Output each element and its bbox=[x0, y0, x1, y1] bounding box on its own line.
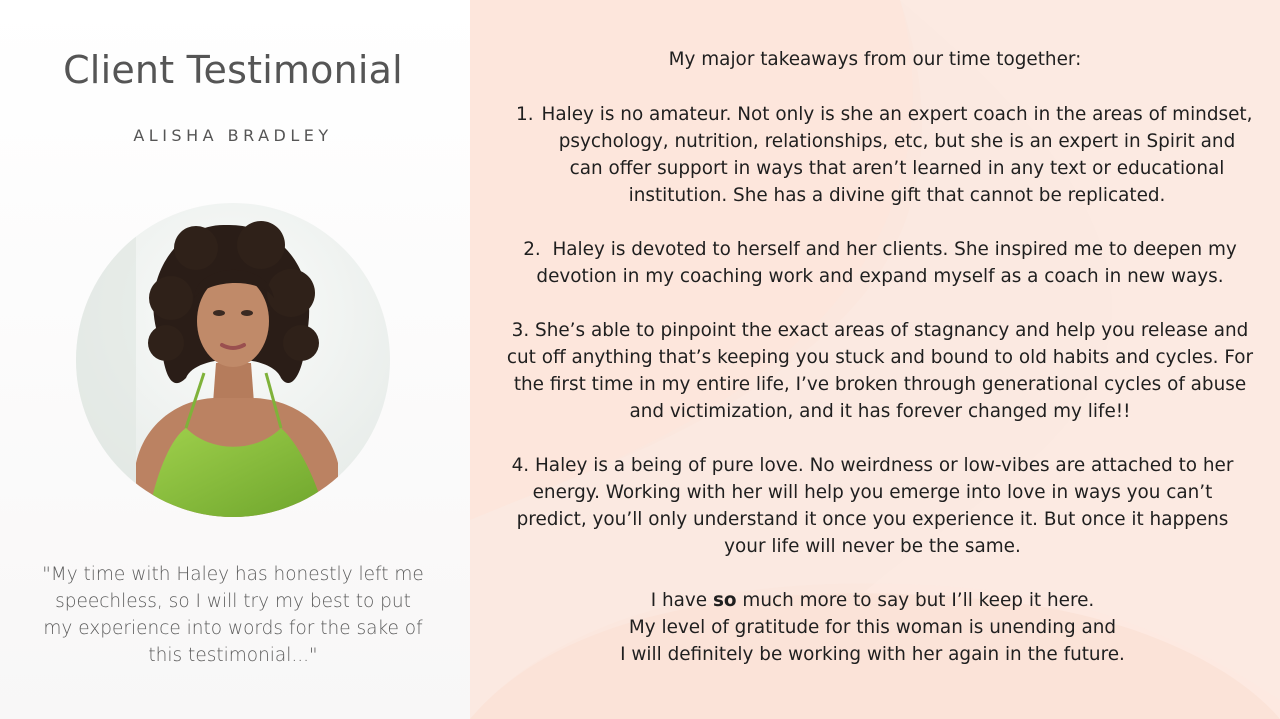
client-portrait-image bbox=[76, 203, 390, 517]
takeaway-item-1 bbox=[514, 101, 1254, 209]
takeaway-text: Haley is a being of pure love. No weirdness or low-vibes are attached to her energy. Working with her will help you emerge into love in ways you can’t predict, you’ll only understand it once you experience it. But once it happens your life will never be the same. bbox=[516, 455, 1234, 557]
takeaways-content bbox=[470, 0, 1280, 719]
client-name: ALISHA BRADLEY bbox=[133, 126, 333, 145]
takeaway-number: 2. bbox=[523, 239, 541, 260]
takeaway-item-3 bbox=[500, 317, 1260, 425]
left-panel bbox=[0, 0, 470, 719]
takeaways-heading: My major takeaways from our time together: bbox=[668, 49, 1082, 70]
closing-line-1 bbox=[470, 587, 1275, 614]
closing-line-3: I will definitely be working with her again in the future. bbox=[620, 644, 1125, 665]
closing-line-2: My level of gratitude for this woman is unending and bbox=[628, 617, 1117, 638]
takeaway-text: Haley is no amateur. Not only is she an expert coach in the areas of mindset, psychology, nutrition, relationships, etc, but she is an expert in Spirit and can offer support in ways that aren’t learned in any text or educational institution. She has a divine gift that cannot be replicated. bbox=[541, 104, 1253, 206]
takeaway-number: 1. bbox=[516, 104, 534, 125]
closing-line-1-start: I have bbox=[650, 590, 713, 611]
takeaway-text: Haley is devoted to herself and her clients. She inspired me to deepen my devotion in my coaching work and expand myself as a coach in new ways. bbox=[536, 239, 1237, 287]
closing-line-1-end: much more to say but I’ll keep it here. bbox=[736, 590, 1095, 611]
testimonial-quote: "My time with Haley has honestly left me speechless, so I will try my best to put my experience into words for the sake of this testimonial..." bbox=[42, 564, 424, 666]
takeaway-number: 4. bbox=[511, 455, 530, 476]
takeaway-number: 3. bbox=[511, 320, 530, 341]
closing-emphasis: so bbox=[712, 590, 737, 611]
takeaway-item-2 bbox=[490, 236, 1270, 290]
closing-statement bbox=[470, 587, 1275, 668]
takeaway-item-4 bbox=[500, 452, 1245, 560]
right-panel bbox=[470, 0, 1280, 719]
takeaway-text: She’s able to pinpoint the exact areas of stagnancy and help you release and cut off anything that’s keeping you stuck and bound to old habits and cycles. For the first time in my entire life, I’ve broken through generational cycles of abuse and victimization, and it has forever changed my life!! bbox=[506, 320, 1254, 422]
page-title: Client Testimonial bbox=[63, 48, 403, 92]
